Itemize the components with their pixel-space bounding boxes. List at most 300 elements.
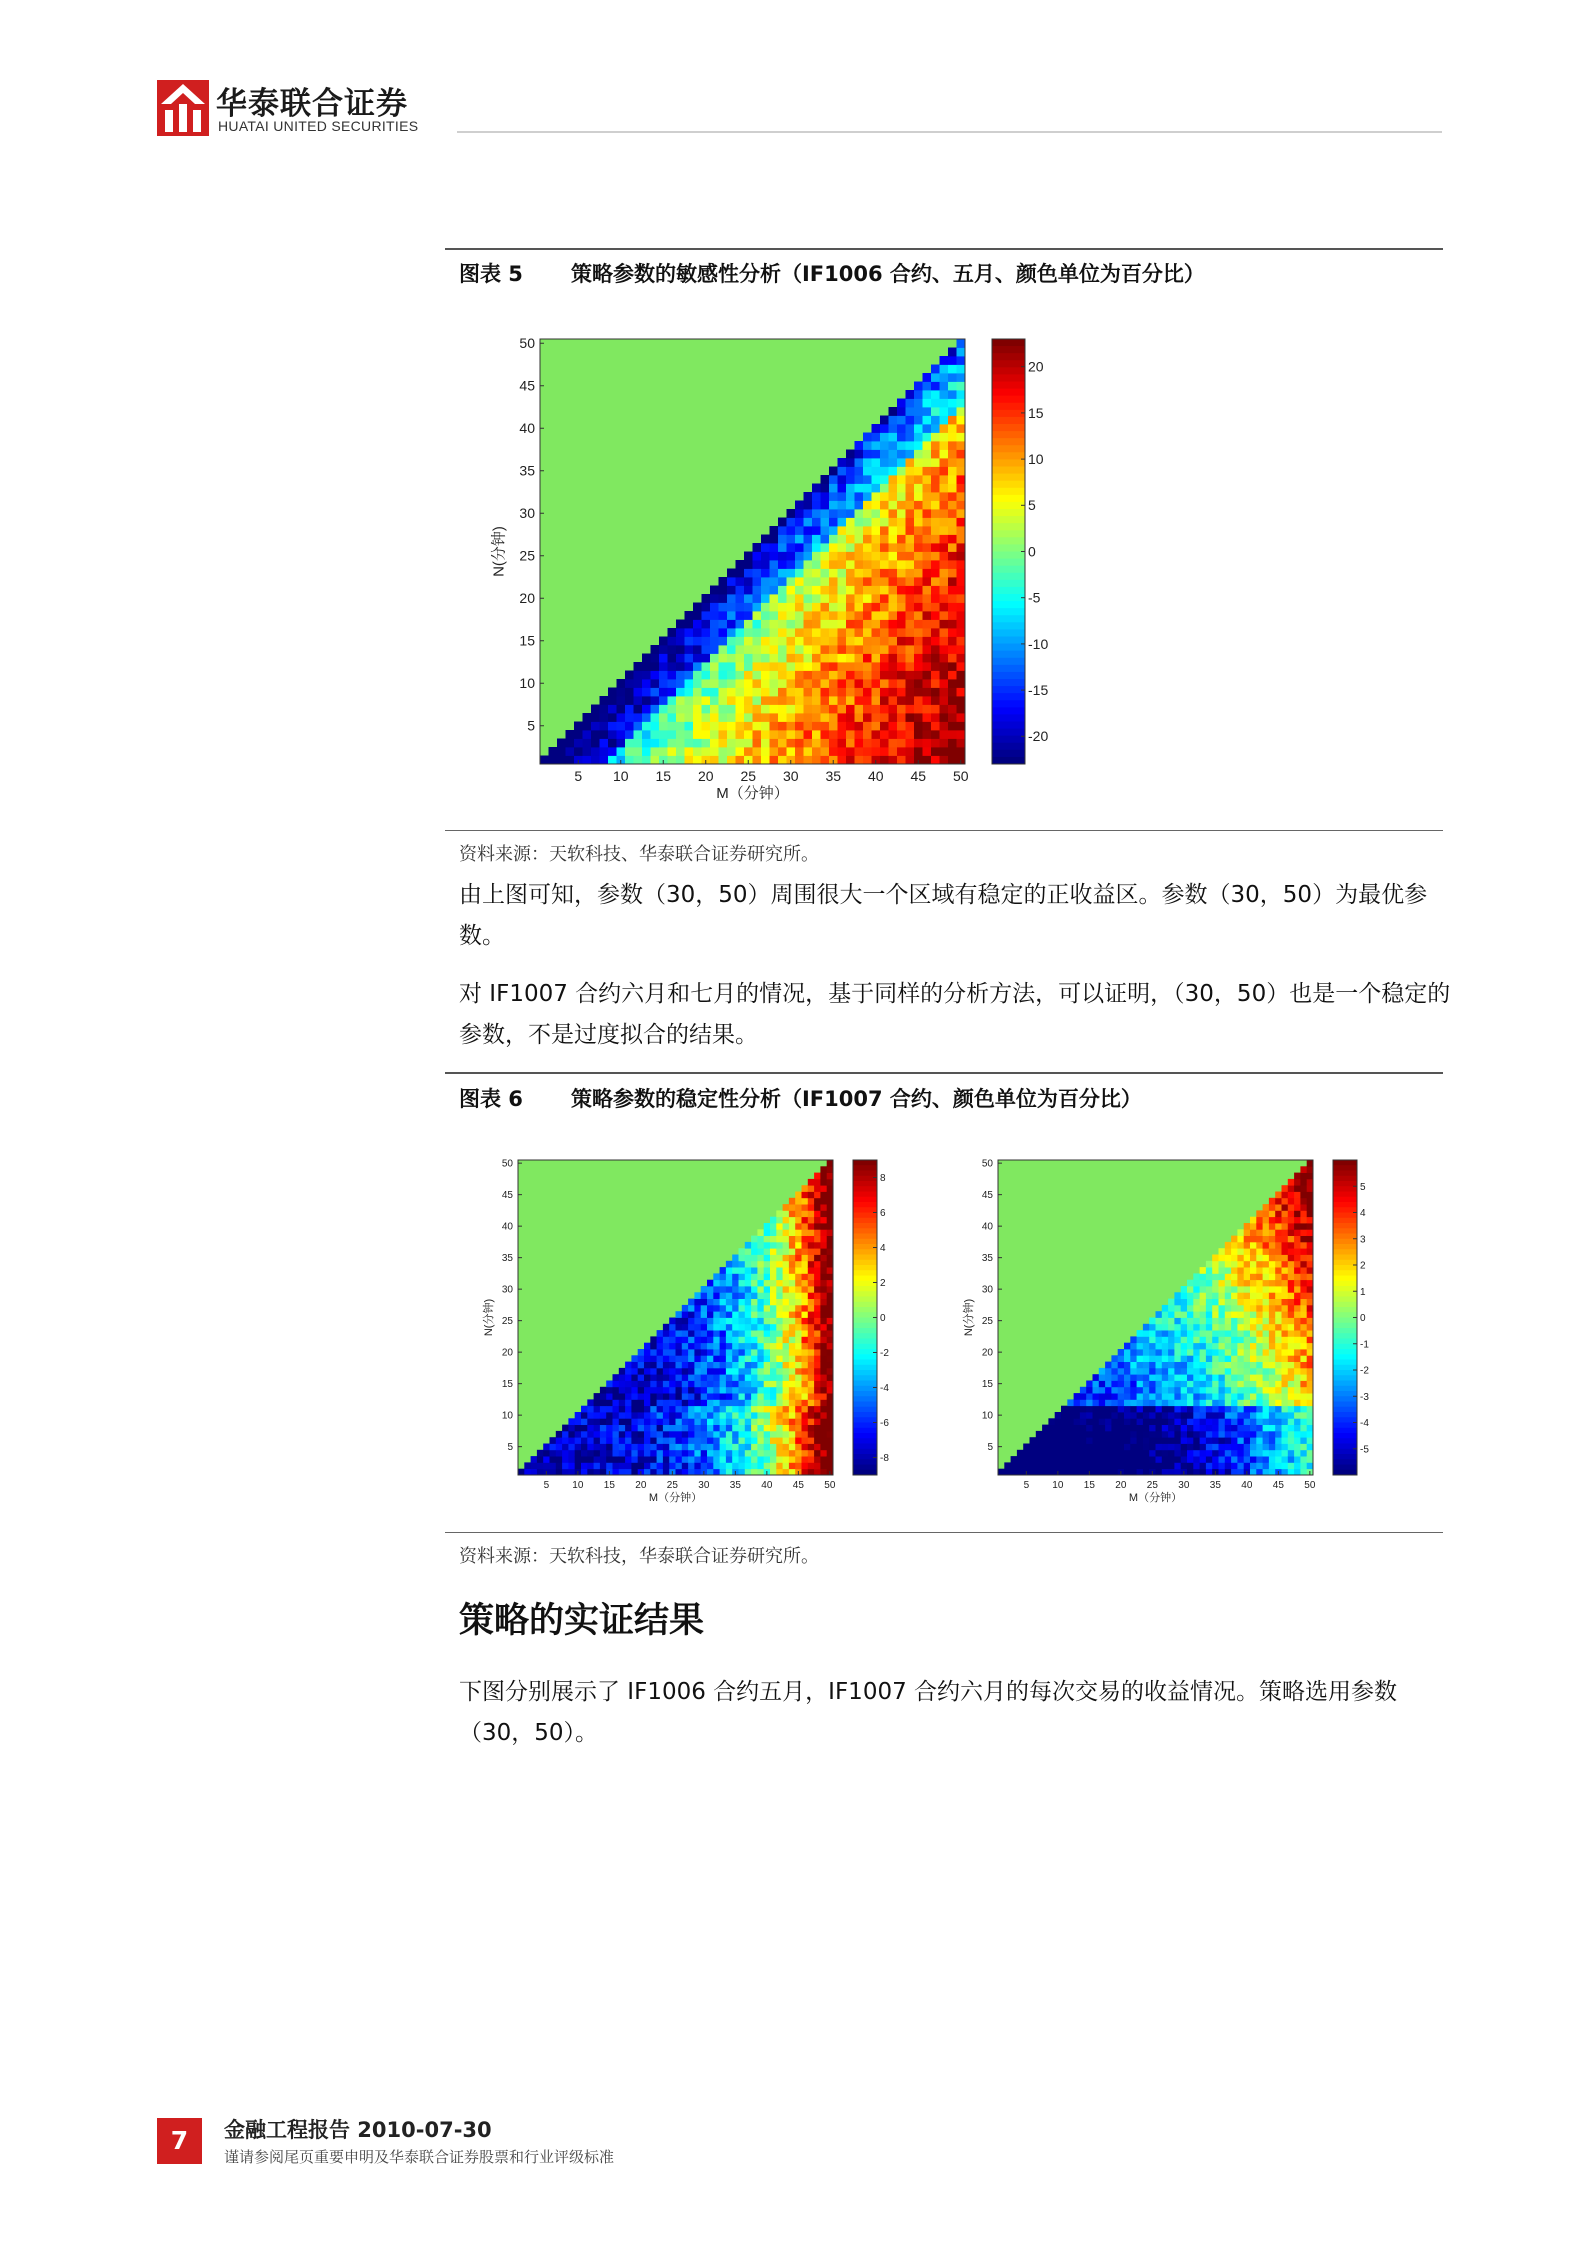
heatmap-cell	[914, 467, 923, 476]
heatmap-cell	[739, 1450, 746, 1457]
heatmap-cell	[761, 552, 770, 561]
heatmap-cell	[1206, 1261, 1213, 1268]
heatmap-cell	[1206, 1381, 1213, 1388]
heatmap-cell	[682, 1418, 689, 1425]
heatmap-cell	[923, 662, 932, 671]
heatmap-cell	[1263, 1242, 1270, 1249]
heatmap-cell	[821, 509, 830, 518]
heatmap-cell	[1219, 1305, 1226, 1312]
heatmap-cell	[1244, 1343, 1251, 1350]
heatmap-cell	[787, 552, 796, 561]
heatmap-cell	[1219, 1368, 1226, 1375]
heatmap-cell	[880, 637, 889, 646]
heatmap-cell	[827, 1198, 834, 1205]
heatmap-cell	[914, 705, 923, 714]
heatmap-cell	[600, 696, 609, 705]
heatmap-cell	[625, 696, 634, 705]
heatmap-cell	[619, 1425, 626, 1432]
heatmap-cell	[957, 475, 966, 484]
heatmap-cell	[940, 407, 949, 416]
heatmap-cell	[764, 1381, 771, 1388]
heatmap-cell	[770, 1273, 777, 1280]
colorbar-segment	[1333, 1223, 1357, 1229]
heatmap-cell	[659, 722, 668, 731]
heatmap-cell	[753, 543, 762, 552]
heatmap-cell	[838, 696, 847, 705]
heatmap-cell	[606, 1462, 613, 1469]
heatmap-cell	[713, 1425, 720, 1432]
heatmap-cell	[657, 1444, 664, 1451]
colorbar-segment	[992, 693, 1025, 701]
heatmap-cell	[745, 1469, 752, 1476]
heatmap-cell	[1174, 1381, 1181, 1388]
heatmap-cell	[906, 501, 915, 510]
heatmap-cell	[1143, 1456, 1150, 1463]
heatmap-cell	[1244, 1387, 1251, 1394]
y-tick-label: 35	[501, 1253, 513, 1265]
heatmap-cell	[537, 1462, 544, 1469]
heatmap-cell	[688, 1412, 695, 1419]
heatmap-cell	[713, 1336, 720, 1343]
heatmap-cell	[757, 1292, 764, 1299]
heatmap-cell	[594, 1462, 601, 1469]
heatmap-cell	[751, 1456, 758, 1463]
heatmap-cell	[914, 577, 923, 586]
heatmap-cell	[751, 1261, 758, 1268]
heatmap-cell	[710, 739, 719, 748]
heatmap-cell	[726, 1412, 733, 1419]
heatmap-cell	[940, 560, 949, 569]
heatmap-cell	[776, 1374, 783, 1381]
heatmap-cell	[682, 1444, 689, 1451]
heatmap-cell	[787, 662, 796, 671]
heatmap-cell	[931, 603, 940, 612]
heatmap-cell	[795, 543, 804, 552]
heatmap-cell	[688, 1324, 695, 1331]
heatmap-cell	[1219, 1399, 1226, 1406]
heatmap-cell	[948, 535, 957, 544]
heatmap-cell	[1187, 1393, 1194, 1400]
heatmap-cell	[863, 662, 872, 671]
heatmap-cell	[701, 1336, 708, 1343]
heatmap-cell	[808, 1185, 815, 1192]
heatmap-cell	[812, 705, 821, 714]
heatmap-cell	[693, 628, 702, 637]
heatmap-cell	[625, 756, 634, 765]
heatmap-cell	[1099, 1437, 1106, 1444]
heatmap-cell	[914, 671, 923, 680]
heatmap-cell	[701, 1381, 708, 1388]
heatmap-cell	[838, 501, 847, 510]
heatmap-cell	[795, 1204, 802, 1211]
heatmap-cell	[821, 560, 830, 569]
y-tick-label: 15	[501, 1379, 513, 1391]
heatmap-cell	[625, 705, 634, 714]
heatmap-cell	[821, 586, 830, 595]
heatmap-cell	[583, 739, 592, 748]
colorbar-segment	[853, 1244, 877, 1250]
heatmap-cell	[1256, 1286, 1263, 1293]
heatmap-cell	[812, 730, 821, 739]
heatmap-cell	[663, 1393, 670, 1400]
heatmap-cell	[719, 586, 728, 595]
heatmap-cell	[880, 730, 889, 739]
colorbar-segment	[853, 1333, 877, 1339]
heatmap-cell	[657, 1330, 664, 1337]
heatmap-cell	[838, 535, 847, 544]
heatmap-cell	[1099, 1418, 1106, 1425]
heatmap-cell	[957, 679, 966, 688]
heatmap-cell	[1275, 1292, 1282, 1299]
heatmap-cell	[1206, 1450, 1213, 1457]
heatmap-cell	[948, 543, 957, 552]
heatmap-cell	[948, 441, 957, 450]
heatmap-cell	[838, 484, 847, 493]
colorbar-segment	[992, 757, 1025, 765]
heatmap-cell	[770, 679, 779, 688]
heatmap-cell	[820, 1204, 827, 1211]
heatmap-cell	[1200, 1343, 1207, 1350]
heatmap-cell	[812, 671, 821, 680]
colorbar-segment	[853, 1286, 877, 1292]
heatmap-cell	[644, 1362, 651, 1369]
heatmap-cell	[550, 1462, 557, 1469]
heatmap-cell	[600, 1469, 607, 1476]
heatmap-cell	[1156, 1343, 1163, 1350]
heatmap-cell	[600, 1406, 607, 1413]
heatmap-cell	[663, 1431, 670, 1438]
heatmap-cell	[931, 654, 940, 663]
heatmap-cell	[880, 620, 889, 629]
heatmap-cell	[846, 679, 855, 688]
heatmap-cell	[1307, 1280, 1314, 1287]
heatmap-cell	[783, 1242, 790, 1249]
heatmap-cell	[739, 1362, 746, 1369]
heatmap-cell	[1294, 1261, 1301, 1268]
heatmap-cell	[568, 1469, 575, 1476]
heatmap-cell	[702, 747, 711, 756]
heatmap-cell	[644, 1387, 651, 1394]
paragraph-if1007: 对 IF1007 合约六月和七月的情况，基于同样的分析方法，可以证明，（30，50）也是一个稳定的参数，不是过度拟合的结果。	[459, 981, 1451, 1048]
colorbar-segment	[992, 672, 1025, 680]
heatmap-cell	[1093, 1412, 1100, 1419]
heatmap-cell	[644, 1418, 651, 1425]
heatmap-cell	[820, 1425, 827, 1432]
heatmap-cell	[1080, 1425, 1087, 1432]
heatmap-cell	[872, 722, 881, 731]
heatmap-cell	[948, 348, 957, 357]
heatmap-cell	[1162, 1462, 1169, 1469]
heatmap-cell	[1187, 1399, 1194, 1406]
heatmap-cell	[808, 1273, 815, 1280]
heatmap-cell	[957, 348, 966, 357]
heatmap-cell	[764, 1299, 771, 1306]
heatmap-cell	[814, 1349, 821, 1356]
heatmap-cell	[814, 1437, 821, 1444]
heatmap-cell	[663, 1355, 670, 1362]
heatmap-cell	[820, 1229, 827, 1236]
heatmap-cell	[745, 1336, 752, 1343]
heatmap-cell	[827, 1374, 834, 1381]
heatmap-cell	[1086, 1387, 1093, 1394]
heatmap-cell	[820, 1292, 827, 1299]
heatmap-cell	[1288, 1418, 1295, 1425]
colorbar-segment	[992, 502, 1025, 510]
heatmap-cell	[855, 543, 864, 552]
heatmap-cell	[657, 1431, 664, 1438]
heatmap-cell	[732, 1406, 739, 1413]
heatmap-cell	[568, 1450, 575, 1457]
heatmap-cell	[650, 1456, 657, 1463]
heatmap-cell	[625, 1374, 632, 1381]
heatmap-cell	[795, 1261, 802, 1268]
heatmap-cell	[827, 1210, 834, 1217]
heatmap-cell	[802, 1330, 809, 1337]
heatmap-cell	[1099, 1444, 1106, 1451]
heatmap-cell	[651, 722, 660, 731]
heatmap-cell	[931, 688, 940, 697]
heatmap-cell	[770, 671, 779, 680]
heatmap-cell	[863, 492, 872, 501]
heatmap-cell	[776, 1273, 783, 1280]
heatmap-cell	[914, 509, 923, 518]
heatmap-cell	[751, 1343, 758, 1350]
heatmap-cell	[1200, 1406, 1207, 1413]
heatmap-cell	[1294, 1456, 1301, 1463]
heatmap-cell	[827, 1311, 834, 1318]
heatmap-cell	[1181, 1450, 1188, 1457]
x-tick-label: 50	[824, 1480, 836, 1491]
heatmap-cell	[745, 1362, 752, 1369]
heatmap-cell	[594, 1393, 601, 1400]
heatmap-cell	[1263, 1412, 1270, 1419]
heatmap-cell	[827, 1368, 834, 1375]
heatmap-cell	[693, 603, 702, 612]
heatmap-cell	[906, 407, 915, 416]
heatmap-cell	[1282, 1299, 1289, 1306]
colorbar-segment	[1333, 1302, 1357, 1308]
heatmap-cell	[787, 535, 796, 544]
heatmap-cell	[897, 756, 906, 765]
heatmap-cell	[739, 1273, 746, 1280]
heatmap-cell	[808, 1469, 815, 1476]
heatmap-cell	[634, 679, 643, 688]
heatmap-cell	[676, 637, 685, 646]
heatmap-cell	[776, 1299, 783, 1306]
heatmap-cell	[829, 569, 838, 578]
heatmap-cell	[727, 654, 736, 663]
heatmap-cell	[736, 628, 745, 637]
heatmap-cell	[783, 1456, 790, 1463]
heatmap-cell	[1149, 1355, 1156, 1362]
heatmap-cell	[707, 1374, 714, 1381]
heatmap-cell	[940, 552, 949, 561]
heatmap-cell	[736, 586, 745, 595]
heatmap-cell	[707, 1292, 714, 1299]
page-number: 7	[157, 2118, 202, 2164]
heatmap-cell	[1212, 1462, 1219, 1469]
heatmap-cell	[1168, 1425, 1175, 1432]
heatmap-cell	[739, 1425, 746, 1432]
colorbar-tick-label: 1	[1360, 1286, 1366, 1298]
heatmap-cell	[778, 628, 787, 637]
heatmap-cell	[682, 1324, 689, 1331]
heatmap-cell	[897, 424, 906, 433]
heatmap-cell	[770, 586, 779, 595]
heatmap-cell	[931, 382, 940, 391]
heatmap-cell	[812, 756, 821, 765]
heatmap-cell	[889, 722, 898, 731]
heatmap-cell	[1307, 1236, 1314, 1243]
heatmap-cell	[739, 1318, 746, 1325]
heatmap-cell	[838, 713, 847, 722]
heatmap-cell	[804, 560, 813, 569]
heatmap-cell	[1282, 1368, 1289, 1375]
heatmap-cell	[1294, 1336, 1301, 1343]
heatmap-cell	[1263, 1355, 1270, 1362]
heatmap-cell	[897, 713, 906, 722]
heatmap-cell	[1225, 1418, 1232, 1425]
colorbar-segment	[1333, 1218, 1357, 1224]
heatmap-cell	[1269, 1450, 1276, 1457]
x-tick-label: 25	[740, 768, 757, 784]
heatmap-cell	[726, 1305, 733, 1312]
heatmap-cell	[889, 450, 898, 459]
heatmap-cell	[764, 1355, 771, 1362]
heatmap-cell	[1168, 1406, 1175, 1413]
heatmap-cell	[1282, 1374, 1289, 1381]
heatmap-cell	[668, 637, 677, 646]
heatmap-cell	[787, 560, 796, 569]
heatmap-cell	[821, 654, 830, 663]
heatmap-cell	[600, 1399, 607, 1406]
heatmap-cell	[1300, 1368, 1307, 1375]
heatmap-cell	[613, 1387, 620, 1394]
heatmap-cell	[591, 730, 600, 739]
heatmap-cell	[1269, 1368, 1276, 1375]
heatmap-cell	[739, 1412, 746, 1419]
heatmap-cell	[1162, 1456, 1169, 1463]
heatmap-cell	[778, 543, 787, 552]
heatmap-cell	[1225, 1286, 1232, 1293]
heatmap-cell	[1250, 1292, 1257, 1299]
heatmap-cell	[669, 1431, 676, 1438]
colorbar-tick-label: 6	[880, 1208, 886, 1219]
heatmap-cell	[1244, 1273, 1251, 1280]
heatmap-cell	[1300, 1173, 1307, 1180]
heatmap-cell	[642, 722, 651, 731]
heatmap-cell	[1237, 1393, 1244, 1400]
heatmap-cell	[923, 671, 932, 680]
heatmap-cell	[744, 645, 753, 654]
heatmap-cell	[795, 1406, 802, 1413]
heatmap-cell	[783, 1336, 790, 1343]
x-tick-label: 10	[1052, 1480, 1064, 1491]
heatmap-cell	[1061, 1456, 1068, 1463]
heatmap-cell	[1231, 1355, 1238, 1362]
heatmap-cell	[668, 747, 677, 756]
heatmap-cell	[1225, 1255, 1232, 1262]
heatmap-cell	[744, 730, 753, 739]
heatmap-cell	[1288, 1292, 1295, 1299]
heatmap-cell	[897, 450, 906, 459]
heatmap-cell	[863, 586, 872, 595]
heatmap-cell	[701, 1299, 708, 1306]
heatmap-cell	[863, 756, 872, 765]
heatmap-cell	[613, 1412, 620, 1419]
heatmap-cell	[1099, 1462, 1106, 1469]
heatmap-cell	[1275, 1273, 1282, 1280]
heatmap-cell	[863, 594, 872, 603]
heatmap-cell	[914, 747, 923, 756]
heatmap-cell	[1200, 1330, 1207, 1337]
heatmap-cell	[1237, 1286, 1244, 1293]
heatmap-cell	[669, 1324, 676, 1331]
heatmap-cell	[1061, 1418, 1068, 1425]
heatmap-cell	[736, 654, 745, 663]
heatmap-cell	[795, 620, 804, 629]
heatmap-cell	[821, 747, 830, 756]
heatmap-cell	[761, 722, 770, 731]
heatmap-cell	[594, 1399, 601, 1406]
heatmap-cell	[906, 603, 915, 612]
heatmap-cell	[1307, 1198, 1314, 1205]
heatmap-cell	[1200, 1280, 1207, 1287]
heatmap-cell	[776, 1343, 783, 1350]
heatmap-cell	[1237, 1368, 1244, 1375]
heatmap-cell	[1149, 1318, 1156, 1325]
heatmap-cell	[1212, 1362, 1219, 1369]
heatmap-cell	[1162, 1311, 1169, 1318]
heatmap-cell	[1149, 1456, 1156, 1463]
heatmap-cell	[863, 577, 872, 586]
heatmap-cell	[1231, 1242, 1238, 1249]
heatmap-cell	[838, 467, 847, 476]
heatmap-cell	[1193, 1444, 1200, 1451]
heatmap-cell	[732, 1362, 739, 1369]
heatmap-cell	[787, 586, 796, 595]
heatmap-cell	[694, 1412, 701, 1419]
heatmap-cell	[1086, 1381, 1093, 1388]
heatmap-cell	[1256, 1381, 1263, 1388]
heatmap-cell	[846, 671, 855, 680]
sensitivity-heatmap	[480, 325, 1049, 810]
heatmap-cell	[751, 1286, 758, 1293]
heatmap-cell	[1193, 1469, 1200, 1476]
heatmap-cell	[1294, 1292, 1301, 1299]
heatmap-cell	[808, 1450, 815, 1457]
heatmap-cell	[821, 679, 830, 688]
heatmap-cell	[1300, 1418, 1307, 1425]
heatmap-cell	[568, 1437, 575, 1444]
heatmap-cell	[802, 1362, 809, 1369]
heatmap-cell	[591, 747, 600, 756]
heatmap-cell	[1212, 1261, 1219, 1268]
y-tick-label: 5	[987, 1442, 993, 1454]
heatmap-cell	[751, 1311, 758, 1318]
heatmap-cell	[795, 1223, 802, 1230]
colorbar-segment	[992, 459, 1025, 467]
heatmap-cell	[804, 696, 813, 705]
heatmap-cell	[789, 1198, 796, 1205]
heatmap-cell	[770, 560, 779, 569]
heatmap-cell	[1200, 1324, 1207, 1331]
heatmap-cell	[744, 747, 753, 756]
heatmap-cell	[827, 1355, 834, 1362]
heatmap-cell	[1187, 1387, 1194, 1394]
heatmap-cell	[795, 1412, 802, 1419]
colorbar-tick-label: 4	[880, 1243, 886, 1254]
